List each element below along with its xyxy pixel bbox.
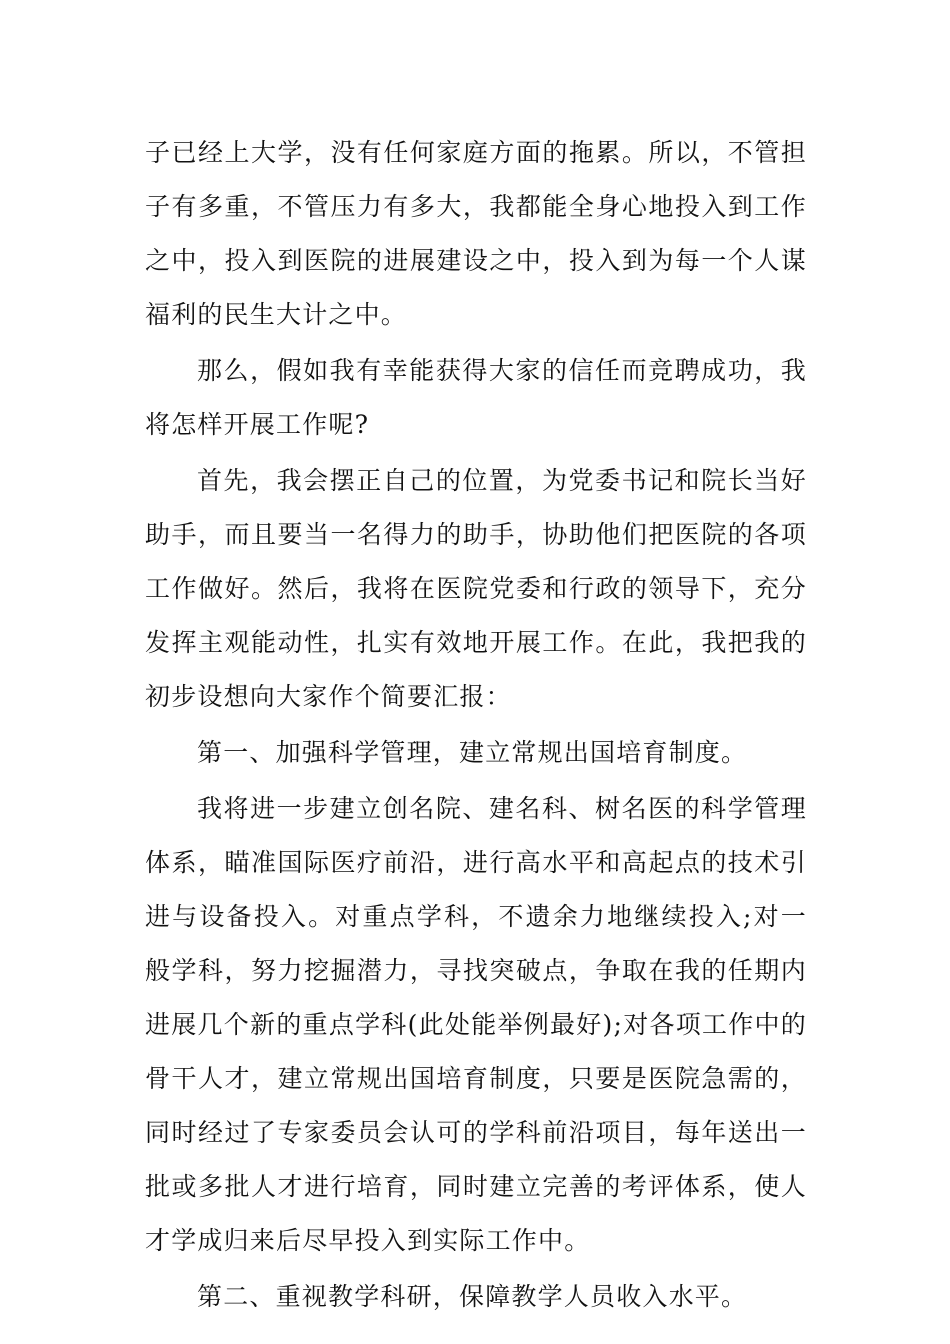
paragraph-4: 我将进一步建立创名院、建名科、树名医的科学管理体系，瞄准国际医疗前沿，进行高水平和高起点的技术引进与设备投入。对重点学科，不遗余力地继续投入;对一般学科，努力挖掘潜力，寻找突破点，争取在我的任期内进展几个新的重点学科(此处能举例最好);对各项工作中的骨干人才，建立常规出国培育制度，只要是医院急需的，同时经过了专家委员会认可的学科前沿项目，每年送出一批或多批人才进行培育，同时建立完善的考评体系，使人才学成归来后尽早投入到实际工作中。 (145, 794, 807, 1255)
section-heading-2: 第二、重视教学科研，保障教学人员收入水平。 (197, 1282, 748, 1311)
paragraph-2: 那么，假如我有幸能获得大家的信任而竞聘成功，我将怎样开展工作呢? (145, 356, 807, 439)
paragraph-3: 首先，我会摆正自己的位置，为党委书记和院长当好助手，而且要当一名得力的助手，协助他们把医院的各项工作做好。然后，我将在医院党委和行政的领导下，充分发挥主观能动性，扎实有效地开展工作。在此，我把我的初步设想向大家作个简要汇报： (145, 466, 807, 711)
paragraph-1: 子已经上大学，没有任何家庭方面的拖累。所以，不管担子有多重，不管压力有多大，我都能全身心地投入到工作之中，投入到医院的进展建设之中，投入到为每一个人谋福利的民生大计之中。 (145, 138, 807, 329)
document-body (145, 126, 807, 1324)
section-heading-1: 第一、加强科学管理，建立常规出国培育制度。 (197, 738, 748, 767)
